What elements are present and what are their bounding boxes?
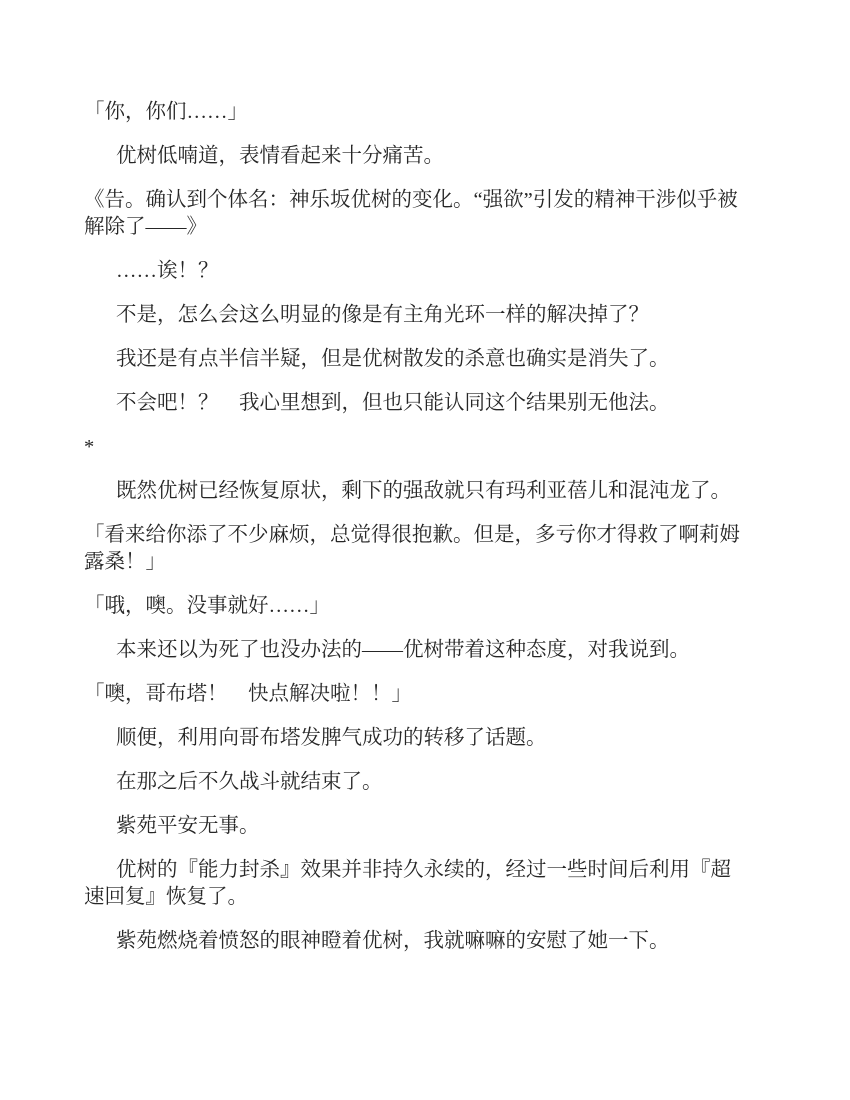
narration-paragraph: 紫苑燃烧着愤怒的眼神瞪着优树，我就嘛嘛的安慰了她一下。 (116, 930, 670, 952)
narration-paragraph: 顺便，利用向哥布塔发脾气成功的转移了话题。 (116, 727, 547, 749)
narration-paragraph: 紫苑平安无事。 (116, 815, 260, 837)
narration-paragraph: 优树的『能力封杀』效果并非持久永续的，经过一些时间后利用『超速回复』恢复了。 (84, 859, 731, 908)
dialogue-paragraph: 「哦，噢。没事就好……」 (84, 595, 330, 617)
narration-paragraph: 优树低喃道，表情看起来十分痛苦。 (116, 145, 444, 167)
narration-paragraph: 本来还以为死了也没办法的——优树带着这种态度，对我说到。 (116, 639, 690, 661)
novel-text-block (84, 99, 744, 955)
dialogue-paragraph: 「噢，哥布塔！ 快点解决啦！！」 (84, 683, 412, 705)
system-message-paragraph: 《告。确认到个体名：神乐坂优树的变化。“强欲”引发的精神干涉似乎被解除了——》 (84, 189, 738, 238)
narration-paragraph: ……诶！？ (116, 260, 219, 282)
narration-paragraph: 既然优树已经恢复原状，剩下的强敌就只有玛利亚蓓儿和混沌龙了。 (116, 480, 731, 502)
dialogue-paragraph: 「你，你们……」 (84, 101, 248, 123)
dialogue-paragraph: 「看来给你添了不少麻烦，总觉得很抱歉。但是，多亏你才得救了啊莉姆露桑！」 (84, 524, 740, 573)
narration-paragraph: 我还是有点半信半疑，但是优树散发的杀意也确实是消失了。 (116, 348, 670, 370)
narration-paragraph: 不是，怎么会这么明显的像是有主角光环一样的解决掉了？ (116, 304, 649, 326)
narration-paragraph: 在那之后不久战斗就结束了。 (116, 771, 383, 793)
scene-break-asterisk: * (84, 436, 95, 458)
narration-paragraph: 不会吧！？ 我心里想到，但也只能认同这个结果别无他法。 (116, 392, 670, 414)
